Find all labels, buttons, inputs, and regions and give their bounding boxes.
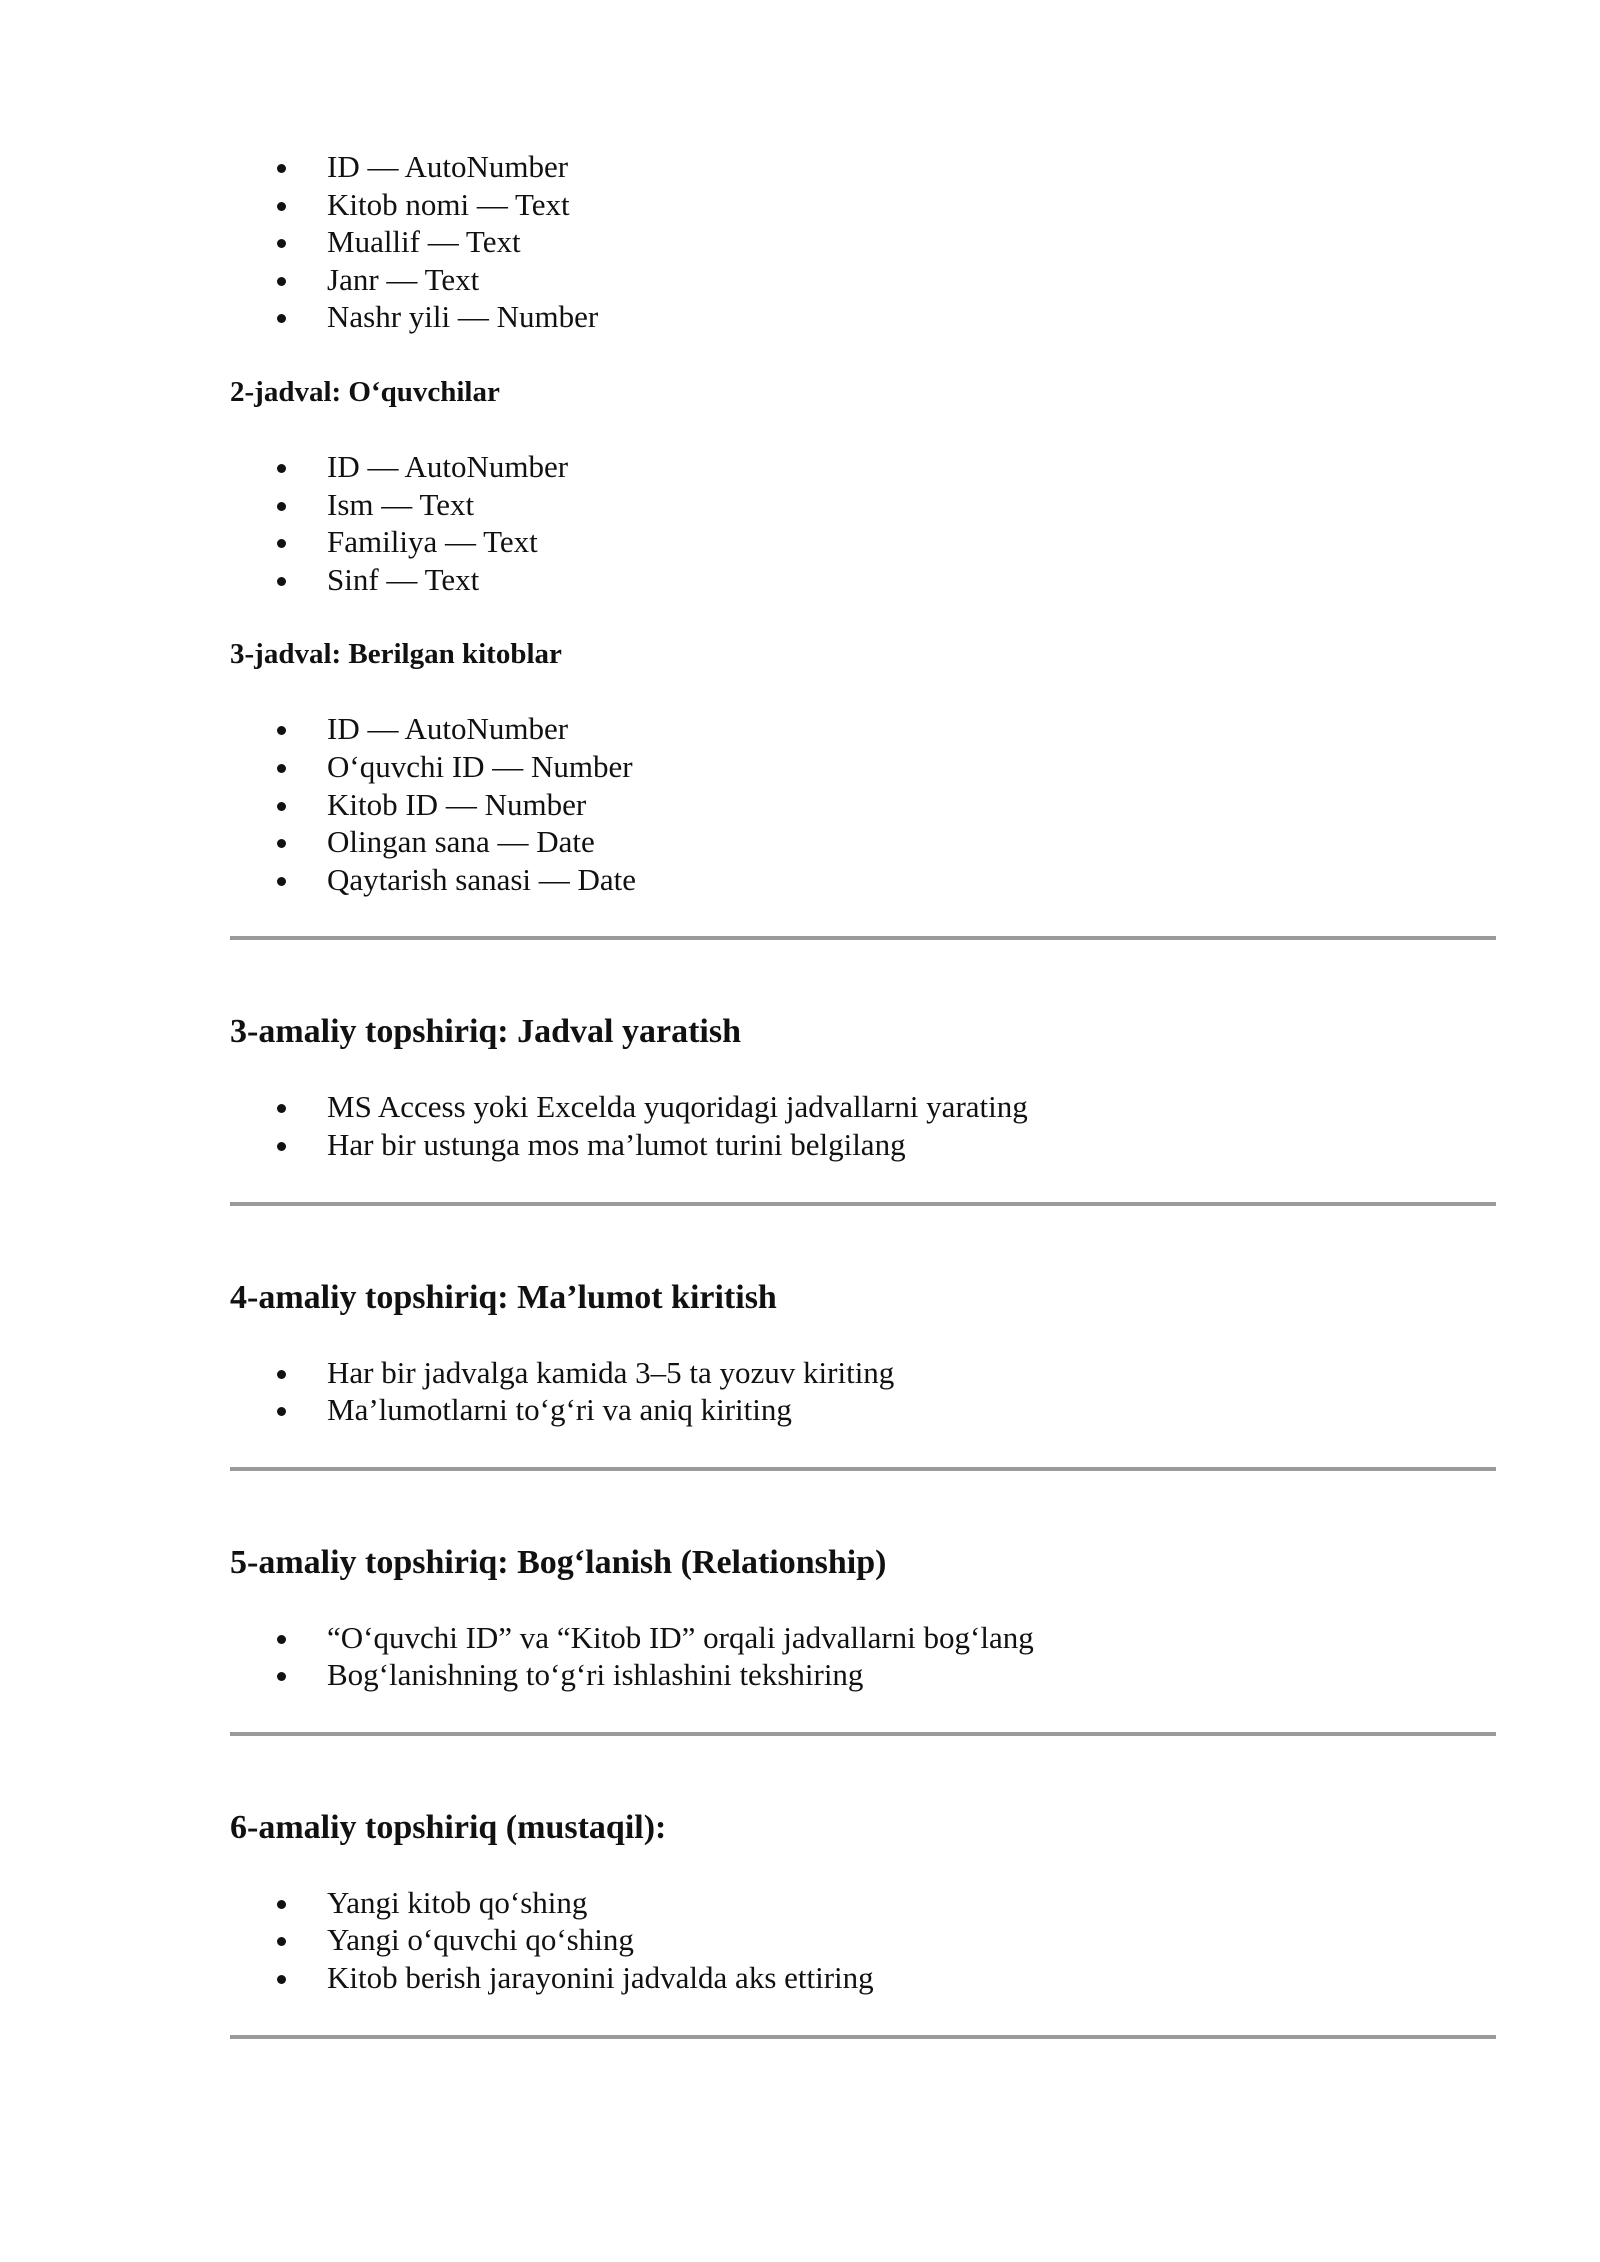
bullet-icon — [277, 802, 286, 811]
table2-title: 2-jadval: O‘quvchilar — [230, 375, 500, 408]
task3-heading: 3-amaliy topshiriq: Jadval yaratish — [230, 1013, 741, 1051]
bullet-icon — [277, 1407, 286, 1416]
bullet-icon — [277, 1975, 286, 1984]
list-item: Olingan sana — Date — [230, 823, 1496, 861]
list-item: ID — AutoNumber — [230, 448, 1496, 486]
bullet-icon — [277, 539, 286, 548]
list-item: Ma’lumotlarni to‘g‘ri va aniq kiriting — [230, 1391, 1496, 1429]
table3-title: 3-jadval: Berilgan kitoblar — [230, 638, 562, 671]
list-item: Kitob nomi — Text — [230, 186, 1496, 224]
list-item: Yangi kitob qo‘shing — [230, 1884, 1496, 1922]
bullet-icon — [277, 1104, 286, 1113]
bullet-icon — [277, 877, 286, 886]
task6-list — [230, 1884, 1496, 1997]
bullet-icon — [277, 1900, 286, 1909]
list-item: Familiya — Text — [230, 523, 1496, 561]
list-item: Kitob berish jarayonini jadvalda aks ettiring — [230, 1959, 1496, 1997]
bullet-icon — [277, 277, 286, 286]
task6-heading: 6-amaliy topshiriq (mustaqil): — [230, 1808, 667, 1846]
bullet-icon — [277, 726, 286, 735]
list-item: Qaytarish sanasi — Date — [230, 861, 1496, 899]
list-item: Har bir ustunga mos ma’lumot turini belgilang — [230, 1126, 1496, 1164]
bullet-icon — [277, 1672, 286, 1681]
task4-heading: 4-amaliy topshiriq: Ma’lumot kiritish — [230, 1278, 777, 1316]
document-page — [230, 148, 1496, 2039]
bullet-icon — [277, 839, 286, 848]
list-item: Muallif — Text — [230, 223, 1496, 261]
bullet-icon — [277, 502, 286, 511]
bullet-icon — [277, 314, 286, 323]
bullet-icon — [277, 464, 286, 473]
list-item: ID — AutoNumber — [230, 148, 1496, 186]
bullet-icon — [277, 764, 286, 773]
task5-list — [230, 1619, 1496, 1694]
list-item: ID — AutoNumber — [230, 710, 1496, 748]
table1-field-list — [230, 148, 1496, 336]
table3-field-list — [230, 710, 1496, 898]
table2-field-list — [230, 448, 1496, 598]
bullet-icon — [277, 239, 286, 248]
task3-list — [230, 1088, 1496, 1163]
list-item: Janr — Text — [230, 261, 1496, 299]
list-item: MS Access yoki Excelda yuqoridagi jadvallarni yarating — [230, 1088, 1496, 1126]
task4-list — [230, 1354, 1496, 1429]
bullet-icon — [277, 164, 286, 173]
list-item: Nashr yili — Number — [230, 298, 1496, 336]
bullet-icon — [277, 1142, 286, 1151]
bullet-icon — [277, 1370, 286, 1379]
list-item: Bog‘lanishning to‘g‘ri ishlashini tekshiring — [230, 1656, 1496, 1694]
list-item: Sinf — Text — [230, 561, 1496, 599]
list-item: O‘quvchi ID — Number — [230, 748, 1496, 786]
list-item: Har bir jadvalga kamida 3–5 ta yozuv kiriting — [230, 1354, 1496, 1392]
bullet-icon — [277, 577, 286, 586]
bullet-icon — [277, 202, 286, 211]
bullet-icon — [277, 1635, 286, 1644]
bullet-icon — [277, 1937, 286, 1946]
list-item: Yangi o‘quvchi qo‘shing — [230, 1921, 1496, 1959]
task5-heading: 5-amaliy topshiriq: Bog‘lanish (Relationship) — [230, 1543, 887, 1581]
list-item: Kitob ID — Number — [230, 786, 1496, 824]
list-item: “O‘quvchi ID” va “Kitob ID” orqali jadvallarni bog‘lang — [230, 1619, 1496, 1657]
list-item: Ism — Text — [230, 486, 1496, 524]
horizontal-divider — [230, 2035, 1496, 2039]
